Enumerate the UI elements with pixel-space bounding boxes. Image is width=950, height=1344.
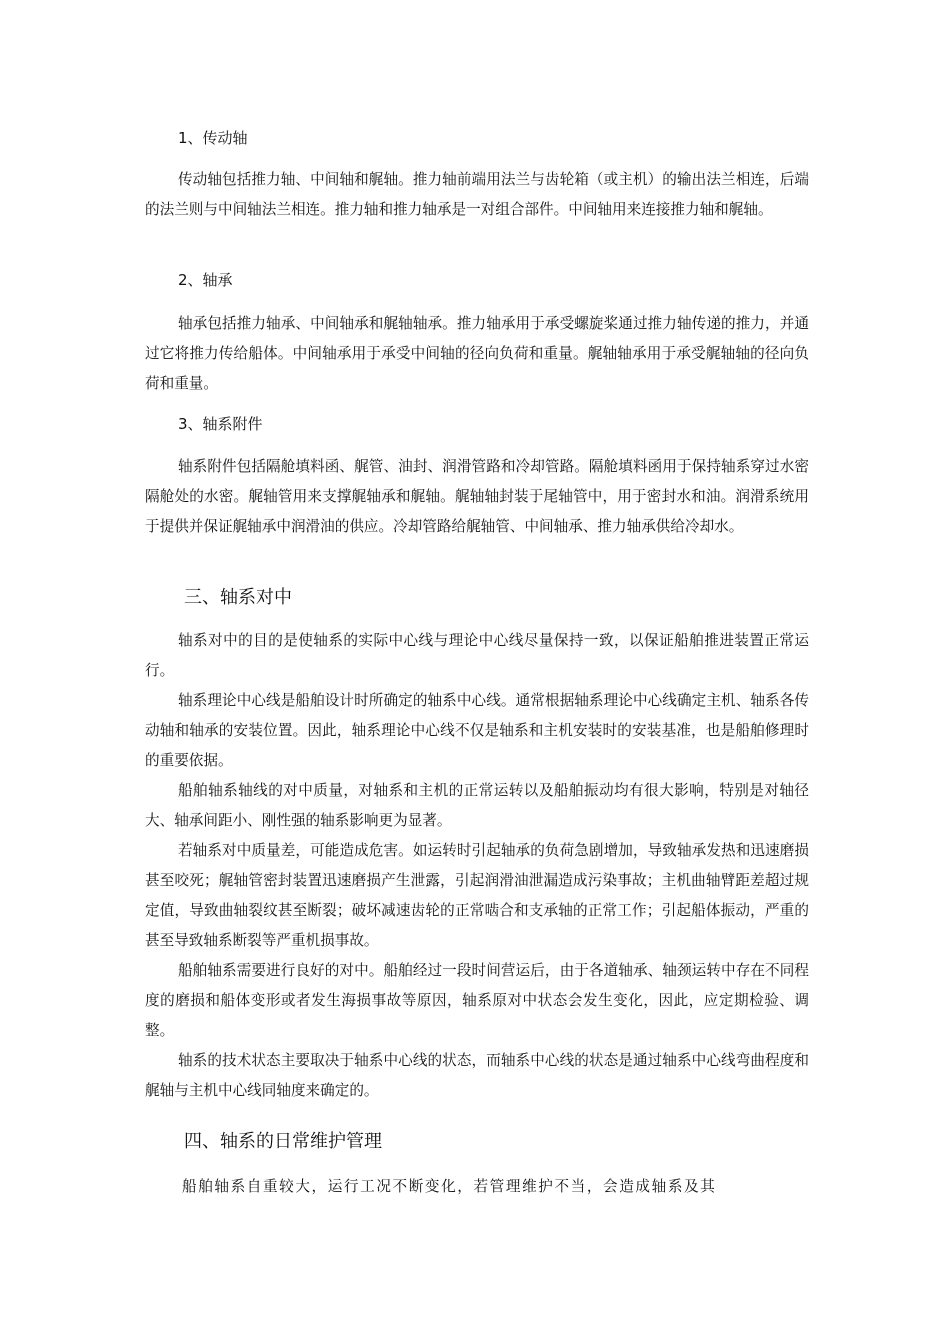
heading-shafting-accessories: 3、轴系附件 bbox=[178, 415, 263, 433]
paragraph-maintenance-intro: 船舶轴系自重较大，运行工况不断变化，若管理维护不当，会造成轴系及其 bbox=[182, 1178, 717, 1195]
paragraph-transmission-shaft: 传动轴包括推力轴、中间轴和艉轴。推力轴前端用法兰与齿轮箱（或主机）的输出法兰相连，后端的法兰则与中间轴法兰相连。推力轴和推力轴承是一对组合部件。中间轴用来连接推力轴和艉轴。 bbox=[145, 171, 809, 218]
paragraph-shafting-accessories: 轴系附件包括隔舱填料函、艉管、油封、润滑管路和冷却管路。隔舱填料函用于保持轴系穿过水密隔舱处的水密。艉轴管用来支撑艉轴承和艉轴。艉轴轴封装于尾轴管中，用于密封水和油。润滑系统用于提供并保证艉轴承中润滑油的供应。冷却管路给艉轴管、中间轴承、推力轴承供给冷却水。 bbox=[145, 458, 809, 535]
paragraph-alignment-quality: 船舶轴系轴线的对中质量，对轴系和主机的正常运转以及船舶振动均有很大影响，特别是对轴径大、轴承间距小、刚性强的轴系影响更为显著。 bbox=[145, 782, 809, 829]
paragraph-theoretical-centerline: 轴系理论中心线是船舶设计时所确定的轴系中心线。通常根据轴系理论中心线确定主机、轴系各传动轴和轴承的安装位置。因此，轴系理论中心线不仅是轴系和主机安装时的安装基准，也是船舶修理时的重要依据。 bbox=[145, 692, 809, 769]
heading-shaft-alignment: 三、轴系对中 bbox=[184, 587, 292, 608]
heading-transmission-shaft: 1、传动轴 bbox=[178, 129, 248, 147]
paragraph-alignment-hazards: 若轴系对中质量差，可能造成危害。如运转时引起轴承的负荷急剧增加，导致轴承发热和迅速磨损甚至咬死；艉轴管密封装置迅速磨损产生泄露，引起润滑油泄漏造成污染事故；主机曲轴臂距差超过规定值，导致曲轴裂纹甚至断裂；破坏减速齿轮的正常啮合和支承轴的正常工作；引起船体振动，严重的甚至导致轴系断裂等严重机损事故。 bbox=[145, 842, 809, 949]
heading-daily-maintenance: 四、轴系的日常维护管理 bbox=[184, 1131, 382, 1152]
heading-bearing: 2、轴承 bbox=[178, 271, 233, 289]
paragraph-alignment-inspection: 船舶轴系需要进行良好的对中。船舶经过一段时间营运后，由于各道轴承、轴颈运转中存在不同程度的磨损和船体变形或者发生海损事故等原因，轴系原对中状态会发生变化，因此，应定期检验、调整。 bbox=[145, 962, 809, 1039]
paragraph-technical-state: 轴系的技术状态主要取决于轴系中心线的状态，而轴系中心线的状态是通过轴系中心线弯曲程度和艉轴与主机中心线同轴度来确定的。 bbox=[145, 1052, 809, 1099]
paragraph-alignment-purpose: 轴系对中的目的是使轴系的实际中心线与理论中心线尽量保持一致，以保证船舶推进装置正常运行。 bbox=[145, 632, 809, 679]
paragraph-bearing: 轴承包括推力轴承、中间轴承和艉轴轴承。推力轴承用于承受螺旋桨通过推力轴传递的推力，并通过它将推力传给船体。中间轴承用于承受中间轴的径向负荷和重量。艉轴轴承用于承受艉轴轴的径向负荷和重量。 bbox=[145, 315, 809, 392]
